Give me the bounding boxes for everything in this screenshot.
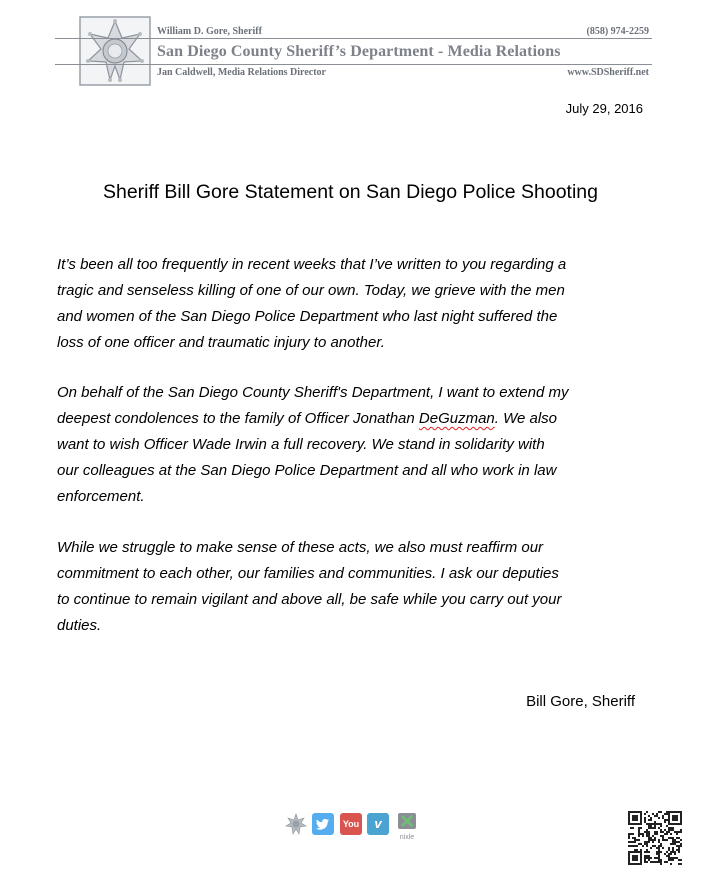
director-name: Jan Caldwell, Media Relations Director	[157, 67, 326, 78]
department-title: San Diego County Sheriff’s Department - Media Relations	[157, 43, 561, 60]
document-date: July 29, 2016	[565, 101, 643, 116]
paragraph-line: loss of one officer and traumatic injury to another.	[57, 334, 385, 351]
letterhead-top-rule	[55, 38, 652, 39]
signature: Bill Gore, Sheriff	[526, 693, 635, 710]
sheriff-name: William D. Gore, Sheriff	[157, 26, 262, 37]
paragraph-line	[57, 406, 657, 432]
letterhead-bottom-rule	[55, 64, 652, 65]
sheriff-star-badge-icon	[79, 16, 151, 86]
paragraph-line: to continue to remain vigilant and above all, be safe while you carry out your	[57, 591, 562, 608]
vimeo-icon[interactable]: v	[367, 813, 389, 835]
statement-headline: Sheriff Bill Gore Statement on San Diego Police Shooting	[102, 181, 598, 203]
paragraph-line: While we struggle to make sense of these acts, we also must reaffirm our	[57, 539, 544, 556]
paragraph-line: It’s been all too frequently in recent weeks that I’ve written to you regarding a	[57, 256, 567, 273]
sheriff-badge-icon[interactable]	[285, 813, 307, 835]
paragraph-line: tragic and senseless killing of one of our own. Today, we grieve with the men	[57, 282, 565, 299]
nixle-icon[interactable]	[396, 813, 418, 841]
nixle-label: nixle	[399, 834, 415, 841]
paragraph-line: commitment to each other, our families and communities. I ask our deputies	[57, 565, 559, 582]
paragraph-line: duties.	[57, 617, 102, 634]
paragraph-3	[57, 535, 657, 639]
website-link[interactable]: www.SDSheriff.net	[567, 67, 649, 78]
paragraph-2	[57, 380, 657, 510]
spellcheck-word: DeGuzman	[418, 410, 495, 427]
phone-number: (858) 974-2259	[586, 26, 649, 37]
text-segment: deepest condolences to the family of Officer Jonathan	[57, 410, 419, 427]
paragraph-line: and women of the San Diego Police Department who last night suffered the	[57, 308, 558, 325]
paragraph-line: want to wish Officer Wade Irwin a full recovery. We stand in solidarity with	[57, 436, 545, 453]
qr-code-icon[interactable]	[627, 810, 683, 866]
paragraph-line: our colleagues at the San Diego Police Department and all who work in law	[57, 462, 557, 479]
paragraph-line: On behalf of the San Diego County Sheriff's Department, I want to extend my	[57, 384, 569, 401]
paragraph-line: enforcement.	[57, 488, 145, 505]
youtube-icon[interactable]: You	[340, 813, 362, 835]
text-segment: . We also	[494, 410, 558, 427]
paragraph-1	[57, 252, 657, 356]
twitter-icon[interactable]	[312, 813, 334, 835]
